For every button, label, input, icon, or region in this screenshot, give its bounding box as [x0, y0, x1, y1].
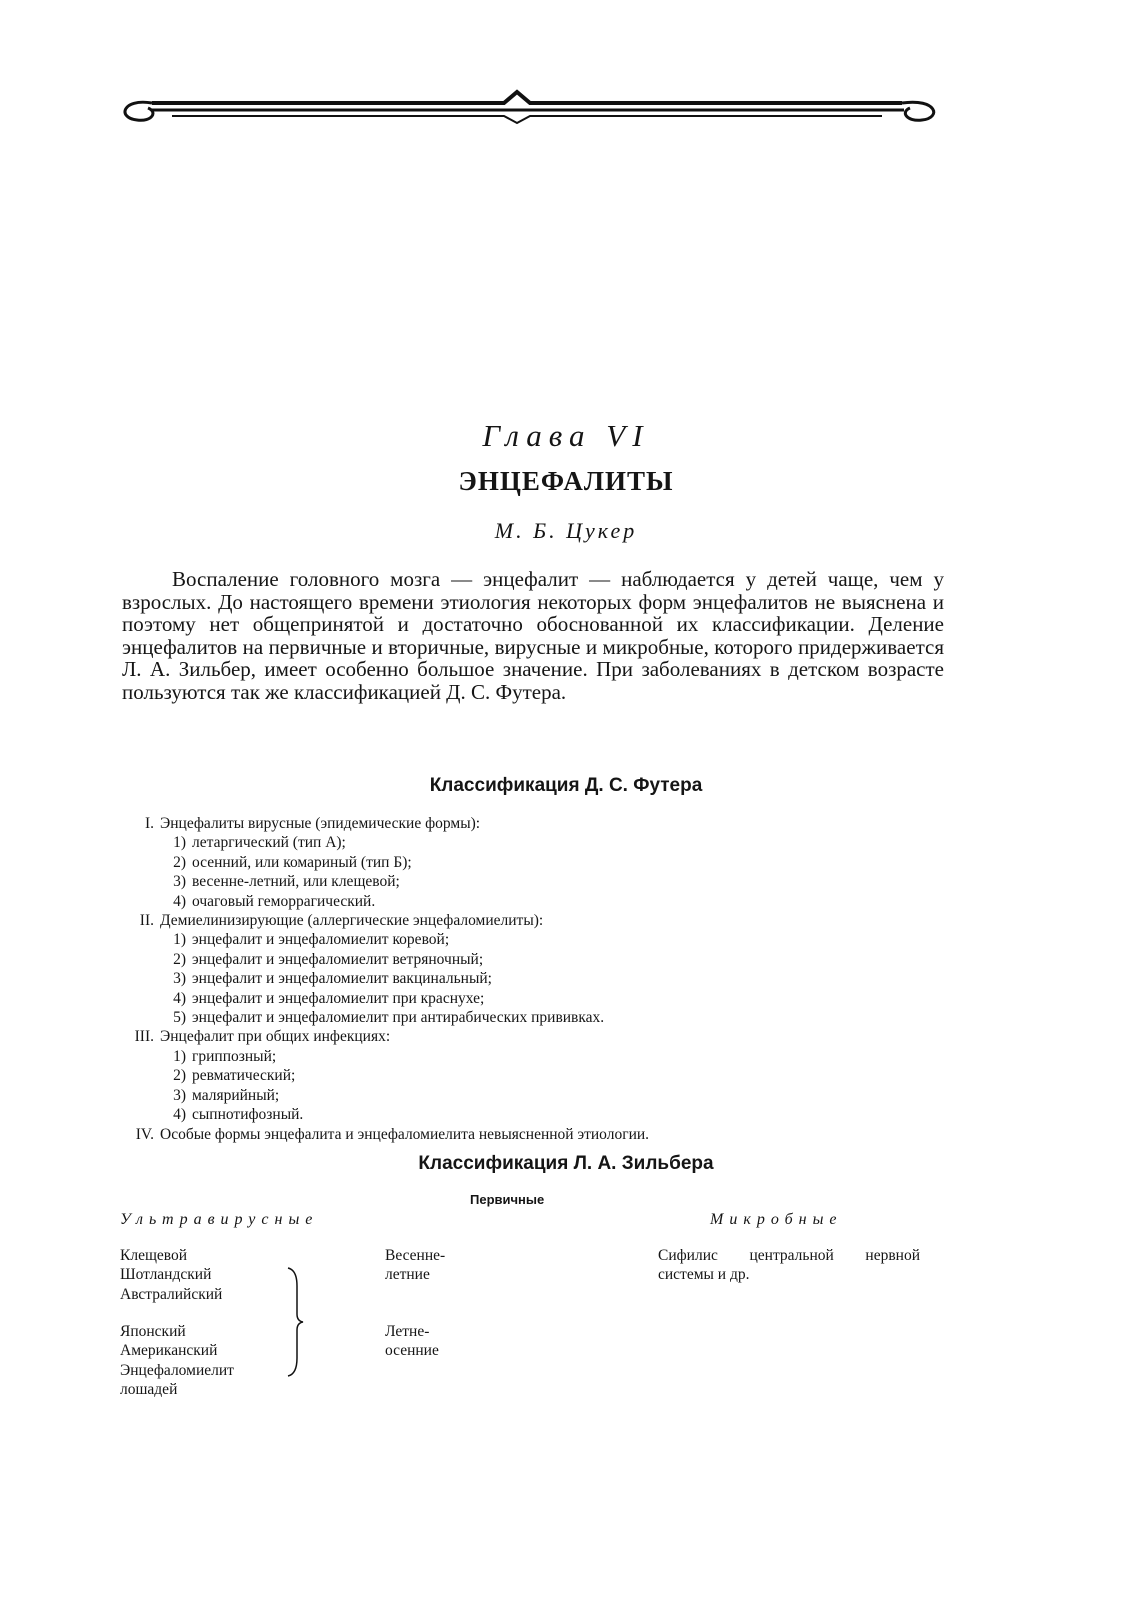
- list-item: [122, 872, 944, 891]
- item-text: малярийный;: [192, 1086, 280, 1104]
- item-number: 2): [173, 853, 186, 871]
- chapter-number: Глава VI: [482, 418, 650, 453]
- intro-text: Воспаление головного мозга — энцефалит — наблюдается у детей чаще, чем у взрослых. До настоящего времени этиология некоторых форм энцефалитов не выяснена и поэтому нет общепринятой и достаточно обоснованной их классификации. Деление энцефалитов на первичные и вторичные, вирусные и микробные, которого придерживается Л. А. Зильбер, имеет особенно большое значение. При заболеваниях в детском возрасте пользуются так же классификацией Д. С. Футера.: [122, 567, 944, 704]
- category-number: III.: [134, 1028, 154, 1046]
- item-text: энцефалит и энцефаломиелит ветряночный;: [192, 950, 484, 968]
- item-number: 5): [173, 1009, 186, 1027]
- category-text: Особые формы энцефалита и энцефаломиелита невыясненной этиологии.: [160, 1125, 650, 1143]
- season-spring-summer: [385, 1246, 445, 1285]
- item-number: 4): [173, 989, 186, 1007]
- grouping-brace: [285, 1266, 305, 1378]
- list-item: [122, 969, 944, 988]
- list-item: Энцефаломиелит: [120, 1361, 234, 1379]
- ultraviral-group-1: [120, 1246, 222, 1304]
- item-number: 2): [173, 1067, 186, 1085]
- item-text: осенний, или комариный (тип Б);: [192, 853, 412, 871]
- category-2: [122, 911, 944, 930]
- category-text: Энцефалиты вирусные (эпидемические формы):: [160, 815, 481, 832]
- item-text: энцефалит и энцефаломиелит при антирабических прививках.: [192, 1009, 605, 1027]
- list-item: Японский: [120, 1323, 186, 1340]
- intro-paragraph: [122, 568, 944, 703]
- item-text: энцефалит и энцефаломиелит вакцинальный;: [192, 970, 492, 988]
- list-item: Шотландский: [120, 1266, 212, 1284]
- list-item: [122, 1105, 944, 1124]
- list-item: [122, 833, 944, 852]
- microbial-label: Микробные: [710, 1211, 843, 1228]
- item-text: сыпнотифозный.: [192, 1106, 304, 1124]
- item-number: 4): [173, 1106, 186, 1124]
- list-item: [122, 853, 944, 872]
- primary-label: Первичные: [470, 1192, 545, 1207]
- category-number: IV.: [135, 1125, 154, 1143]
- category-1: [122, 814, 944, 833]
- ultraviral-group-2: [120, 1322, 234, 1400]
- microbial-text: Сифилис центральной нервной системы и др.: [658, 1247, 920, 1284]
- futer-classification-heading: Классификация Д. С. Футера: [429, 775, 703, 796]
- item-number: 3): [173, 970, 186, 988]
- list-item: [122, 1086, 944, 1105]
- season-label: летние: [385, 1266, 430, 1284]
- season-label: осенние: [385, 1342, 439, 1360]
- item-text: весенне-летний, или клещевой;: [192, 873, 400, 891]
- category-3: [122, 1027, 944, 1046]
- list-item: Клещевой: [120, 1247, 188, 1264]
- chapter-author: М. Б. Цукер: [494, 518, 638, 543]
- season-summer-autumn: [385, 1322, 439, 1361]
- list-item: [122, 989, 944, 1008]
- futer-classification-list: [122, 814, 944, 1144]
- list-item: Американский: [120, 1342, 218, 1360]
- list-item: Австралийский: [120, 1285, 223, 1303]
- item-text: энцефалит и энцефаломиелит при краснухе;: [192, 989, 485, 1007]
- chapter-ornament: [112, 78, 946, 134]
- item-number: 3): [173, 1086, 186, 1104]
- category-text: Энцефалит при общих инфекциях:: [160, 1028, 391, 1046]
- category-text: Демиелинизирующие (аллергические энцефаломиелиты):: [160, 912, 544, 930]
- list-item: [122, 892, 944, 911]
- chapter-title: ЭНЦЕФАЛИТЫ: [458, 466, 674, 496]
- ultraviral-label: Ультравирусные: [120, 1211, 319, 1228]
- item-text: очаговый геморрагический.: [192, 892, 376, 910]
- item-text: гриппозный;: [192, 1047, 277, 1065]
- item-number: 1): [173, 931, 186, 949]
- list-item: [122, 1066, 944, 1085]
- season-label: Весенне-: [385, 1247, 446, 1264]
- item-number: 2): [173, 950, 186, 968]
- item-text: летаргический (тип А);: [192, 834, 346, 852]
- list-item: [122, 1047, 944, 1066]
- list-item: [122, 1008, 944, 1027]
- season-label: Летне-: [385, 1323, 430, 1340]
- category-number: II.: [139, 912, 154, 930]
- category-number: I.: [144, 815, 154, 832]
- list-item: лошадей: [120, 1381, 178, 1399]
- list-item: [122, 950, 944, 969]
- item-text: ревматический;: [192, 1067, 296, 1085]
- category-4: [122, 1125, 944, 1144]
- zilber-classification-heading: Классификация Л. А. Зильбера: [418, 1153, 714, 1174]
- item-number: 1): [173, 1047, 186, 1065]
- item-number: 1): [173, 834, 186, 852]
- item-text: энцефалит и энцефаломиелит коревой;: [192, 931, 450, 949]
- item-number: 4): [173, 892, 186, 910]
- list-item: [122, 930, 944, 949]
- item-number: 3): [173, 873, 186, 891]
